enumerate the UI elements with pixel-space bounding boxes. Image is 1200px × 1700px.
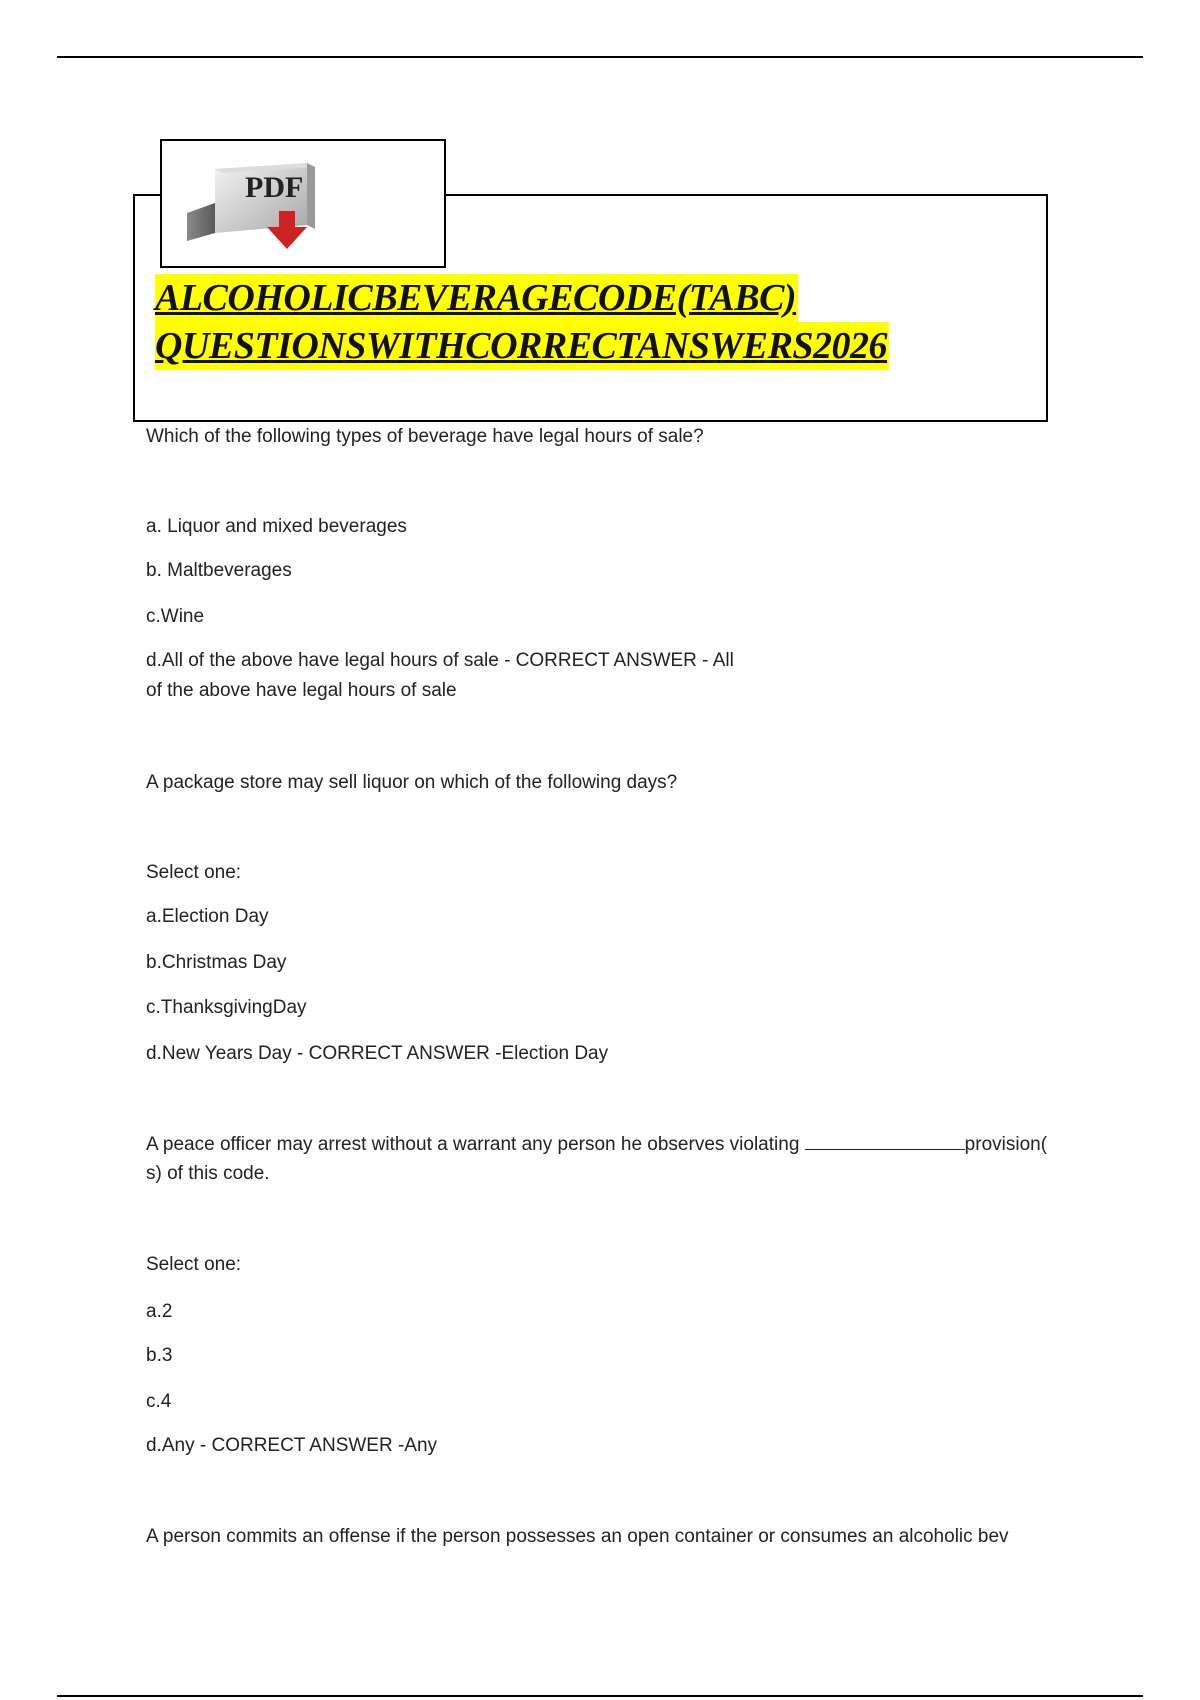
question-2-option-a: a.Election Day: [146, 906, 269, 927]
question-2-option-d: d.New Years Day - CORRECT ANSWER -Election Day: [146, 1043, 609, 1064]
question-2-option-b: b.Christmas Day: [146, 952, 287, 973]
document-title: [155, 274, 889, 370]
pdf-logo: [160, 139, 446, 268]
pdf-download-icon: [187, 163, 327, 253]
question-1-option-b: b. Maltbeverages: [146, 560, 292, 581]
question-4-prompt: A person commits an offense if the person possesses an open container or consumes an alcoholic bev: [146, 1526, 1009, 1547]
question-2-prompt: A package store may sell liquor on which of the following days?: [146, 772, 678, 793]
answer-blank: [805, 1131, 965, 1150]
question-1-prompt: Which of the following types of beverage have legal hours of sale?: [146, 426, 704, 447]
question-3-option-c: c.4: [146, 1391, 172, 1412]
question-3-option-a: a.2: [146, 1301, 173, 1322]
question-2-option-c: c.ThanksgivingDay: [146, 997, 307, 1018]
title-line-2: QUESTIONSWITHCORRECTANSWERS2026: [155, 322, 889, 370]
question-1-option-d: d.All of the above have legal hours of sale - CORRECT ANSWER - All: [146, 650, 734, 671]
question-2-select-one: Select one:: [146, 862, 242, 883]
question-3-prompt-start: A peace officer may arrest without a warrant any person he observes violating: [146, 1134, 800, 1155]
question-1-option-d-continued: of the above have legal hours of sale: [146, 680, 457, 701]
bottom-rule: [57, 1695, 1143, 1697]
question-3-prompt-continued: s) of this code.: [146, 1163, 270, 1184]
question-1-option-a: a. Liquor and mixed beverages: [146, 516, 407, 537]
pdf-logo-text: PDF: [245, 171, 304, 204]
question-3-prompt: [146, 1130, 1047, 1160]
question-3-option-b: b.3: [146, 1345, 173, 1366]
question-1-option-c: c.Wine: [146, 606, 205, 627]
question-3-select-one: Select one:: [146, 1254, 242, 1275]
top-rule: [57, 56, 1143, 58]
title-line-1: ALCOHOLICBEVERAGECODE(TABC): [155, 274, 798, 322]
question-3-prompt-end: provision(: [964, 1134, 1048, 1155]
question-3-option-d: d.Any - CORRECT ANSWER -Any: [146, 1435, 438, 1456]
